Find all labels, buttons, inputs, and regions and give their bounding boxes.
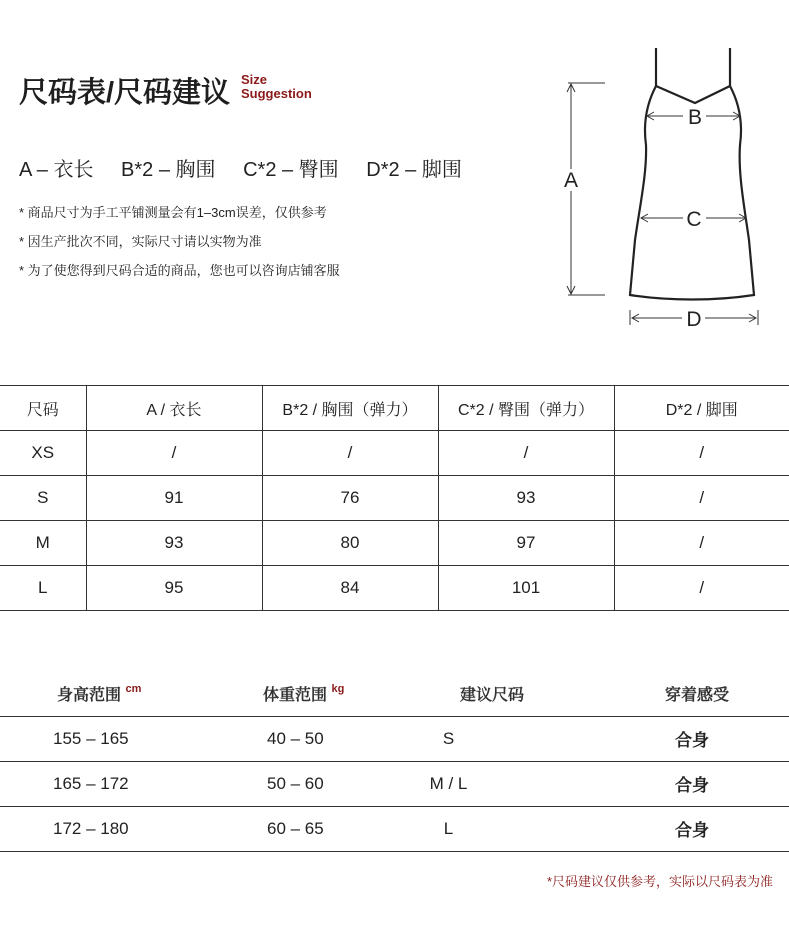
label-d: D (686, 308, 702, 331)
rec-header-height: 身高范围 $^{cm}$ (0, 672, 200, 716)
rec-cell: M / L (400, 761, 590, 806)
rec-cell: 合身 (590, 716, 789, 761)
size-cell: / (262, 431, 438, 476)
rec-cell: 合身 (590, 806, 789, 851)
size-cell: / (86, 431, 262, 476)
legend-item-a: A – 衣长 (19, 159, 94, 181)
rec-cell: 60 – 65 (200, 806, 400, 851)
size-cell: / (614, 476, 789, 521)
rec-header-weight: 体重范围 $^{kg}$ (200, 672, 400, 716)
dress-measurement-diagram (555, 45, 770, 335)
size-table-header: A / 衣长 (86, 386, 262, 431)
footnote: *尺码建议仅供参考，实际以尺码表为准 (546, 874, 773, 889)
size-table-row (0, 521, 789, 566)
label-a: A (563, 169, 579, 192)
rec-cell: 50 – 60 (200, 761, 400, 806)
size-cell: M (0, 521, 86, 566)
size-cell: S (0, 476, 86, 521)
legend-item-b: B*2 – 胸围 (121, 159, 216, 181)
size-table (0, 385, 789, 611)
size-cell: 93 (86, 521, 262, 566)
note-item: * 为了使您得到尺码合适的商品，您也可以咨询店铺客服 (19, 263, 340, 278)
rec-header-size: 建议尺码 (400, 672, 590, 716)
rec-cell: 合身 (590, 761, 789, 806)
subtitle-line-1: Size (241, 72, 268, 87)
size-cell: 76 (262, 476, 438, 521)
weight-unit: kg (331, 682, 345, 695)
size-notes (19, 204, 340, 291)
rec-cell: L (400, 806, 590, 851)
rec-table-header-row (0, 672, 789, 716)
size-cell: / (438, 431, 614, 476)
size-cell: 93 (438, 476, 614, 521)
size-cell: / (614, 431, 789, 476)
page-title: 尺码表/尺码建议 (19, 77, 231, 109)
rec-cell: S (400, 716, 590, 761)
size-table-header: B*2 / 胸围（弹力） (262, 386, 438, 431)
height-unit: cm (125, 682, 142, 695)
size-cell: L (0, 566, 86, 611)
measurement-legend (19, 153, 484, 182)
note-item: * 商品尺寸为手工平铺测量会有1–3cm误差，仅供参考 (19, 205, 327, 220)
size-cell: 91 (86, 476, 262, 521)
size-table-header-row (0, 386, 789, 431)
subtitle-line-2: Suggestion (241, 86, 312, 101)
size-cell: 95 (86, 566, 262, 611)
rec-table-row (0, 806, 789, 851)
rec-cell: 155 – 165 (0, 716, 200, 761)
size-table-header: 尺码 (0, 386, 86, 431)
legend-item-d: D*2 – 脚围 (366, 159, 462, 181)
size-cell: 101 (438, 566, 614, 611)
label-b: B (687, 106, 703, 129)
size-cell: 80 (262, 521, 438, 566)
size-cell: 84 (262, 566, 438, 611)
rec-cell: 172 – 180 (0, 806, 200, 851)
size-recommendation-table (0, 672, 789, 852)
rec-header-fit: 穿着感受 (590, 672, 789, 716)
size-cell: / (614, 521, 789, 566)
size-table-header: C*2 / 臀围（弹力） (438, 386, 614, 431)
legend-item-c: C*2 – 臀围 (243, 159, 339, 181)
note-item: * 因生产批次不同，实际尺寸请以实物为准 (19, 234, 262, 249)
size-table-row (0, 566, 789, 611)
rec-table-row (0, 761, 789, 806)
label-c: C (686, 208, 702, 231)
size-table-header: D*2 / 脚围 (614, 386, 789, 431)
rec-cell: 40 – 50 (200, 716, 400, 761)
size-table-row (0, 476, 789, 521)
size-cell: XS (0, 431, 86, 476)
size-cell: 97 (438, 521, 614, 566)
page-subtitle (241, 73, 312, 101)
rec-cell: 165 – 172 (0, 761, 200, 806)
rec-table-row (0, 716, 789, 761)
size-cell: / (614, 566, 789, 611)
size-table-row (0, 431, 789, 476)
